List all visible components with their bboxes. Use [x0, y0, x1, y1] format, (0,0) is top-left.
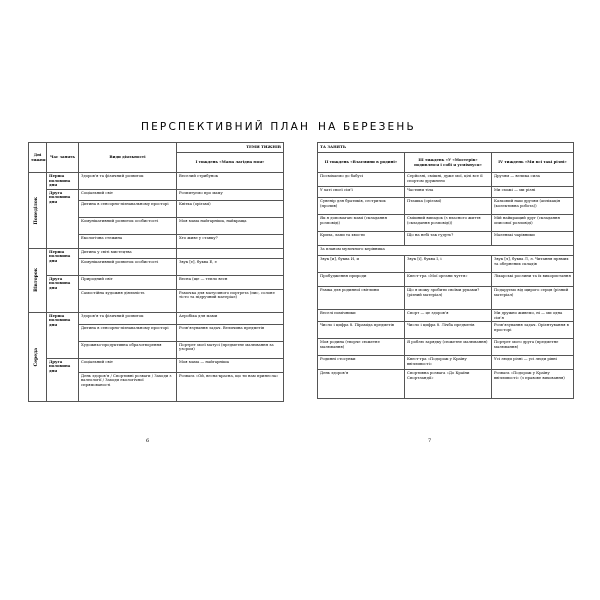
plan-cell: Число і цифра 8. Піраміда предметів [318, 322, 405, 339]
plan-cell: Розв’язування задач. Орієнтування в просторі [492, 322, 574, 339]
page-number-left: 6 [146, 438, 150, 444]
col-time: Час занять [47, 143, 79, 173]
plan-cell: Усі люди різні — усі люди рівні [492, 356, 574, 370]
plan-cell: Мій найкращий друг (складання описової розповіді) [492, 215, 574, 232]
time-cell: Друга половина дня [47, 358, 79, 401]
week1-cell: Хто живе у ставку? [177, 234, 284, 248]
col-kinds: Види діяльності [79, 143, 177, 173]
kind-cell: День здоров’я / Спортивні розваги / Заходи з валеології / Заходи екологічної спрямованості [79, 372, 177, 401]
kind-cell: Комунікативний розвиток особистості [79, 258, 177, 275]
title-right: НА БЕРЕЗЕНЬ [318, 121, 416, 133]
plan-cell: Друзям — велика сила [492, 173, 574, 187]
right-header: ТА ЗАНЯТЬ [318, 143, 574, 153]
week4-header: ІV тиждень «Ми всі такі різні» [492, 153, 574, 173]
plan-cell: Моя родина (творче сюжетне малювання) [318, 339, 405, 356]
kind-cell: Соціальний світ [79, 358, 177, 372]
week1-cell: Портрет моєї матусі (предметне малювання за узором) [177, 341, 284, 358]
plan-cell: Розвага «Подорож у Країну ввічливості» (з правове виховання) [492, 370, 574, 399]
day-cell [29, 248, 47, 312]
plan-cell: Що на небі так гудуть? [405, 232, 492, 246]
kind-cell: Дитина у світі мистецтва [79, 248, 177, 258]
plan-cell: Крила, лапи та хвости [318, 232, 405, 246]
plan-cell: Квест-гра «Мої органи чуття» [405, 273, 492, 287]
col-days: Дні тижня [29, 143, 47, 173]
week1-cell: Розвага «Ой, весна-красна, що ти нам принесла» [177, 372, 284, 401]
right-plan-table [317, 142, 574, 399]
plan-cell: Серйозні, смішні, дуже мої, цілі все її спортом дружнено [405, 173, 492, 187]
week1-cell: Рамочка для матусиного портрета (пис, солоне тісто та підручний матеріал) [177, 289, 284, 312]
day-label: Понеділок [34, 196, 40, 225]
week3-header: ІІІ тиждень «У «Мостерів» подивлюся і собі я усміхнуся» [405, 153, 492, 173]
plan-cell: Пташка (орігамі) [405, 198, 492, 215]
plan-cell: Казковий наш друзям (аплікація (колективна робота)) [492, 198, 574, 215]
time-cell: Друга половина дня [47, 189, 79, 248]
plan-cell: Маленькі чарівники [492, 232, 574, 246]
week1-cell: Моя мама — найгарніша [177, 358, 284, 372]
kind-cell: Дитина в сенсорно-пізнавальному просторі [79, 200, 177, 217]
plan-cell: Подаруємо від щирого серця (різний матеріал) [492, 287, 574, 310]
week1-cell: Аеробіка для мами [177, 312, 284, 324]
kind-cell: Художньо-продуктивна образотворення [79, 341, 177, 358]
day-label: Середа [34, 347, 40, 366]
plan-cell: Звук [і], буква І, і [405, 256, 492, 273]
plan-cell: Я роблю зарядку (сюжетне малювання) [405, 339, 492, 356]
plan-cell: Лікарські рослини та їх використання [492, 273, 574, 287]
day-label: Вівторок [34, 268, 40, 293]
plan-cell: День здоров’я [318, 370, 405, 399]
plan-cell: Звук [л], буква Л, л. Читання прямих та обернених складів [492, 256, 574, 273]
plan-cell: Ми дружно живемо, ні — ми одна сім’я [492, 310, 574, 322]
week1-header: І тиждень «Мама лагідна моя» [177, 153, 284, 173]
week1-cell: Звук [е], буква Е, е [177, 258, 284, 275]
day-cell [29, 173, 47, 249]
left-plan-table [28, 142, 284, 402]
plan-cell: У хаті своєї сім’ї [318, 187, 405, 198]
week1-cell: Розпитуємо про маму [177, 189, 284, 200]
time-cell: Перша половина дня [47, 312, 79, 358]
kind-cell: Комунікативний розвиток особистості [79, 217, 177, 234]
plan-cell: Звук [и], буква И, и [318, 256, 405, 273]
plan-cell: Веселі помічники [318, 310, 405, 322]
kind-cell: Здоров’я та фізичний розвиток [79, 312, 177, 324]
plan-cell: Родинні стосунки [318, 356, 405, 370]
week1-cell: Квітка (орігамі) [177, 200, 284, 217]
plan-cell: Сувенір для братиків, сестричок (пролив) [318, 198, 405, 215]
day-cell [29, 312, 47, 401]
kind-cell: Здоров’я та фізичний розвиток [79, 173, 177, 190]
week1-cell: Весна (ще — тепло весн [177, 275, 284, 289]
kind-cell: Самостійна художня діяльність [79, 289, 177, 312]
week2-header: ІІ тиждень «Взаємини в родині» [318, 153, 405, 173]
week1-cell: Розв’язування задач. Величина предметів [177, 324, 284, 341]
kind-cell: Природний світ [79, 275, 177, 289]
kind-cell: Соціальний світ [79, 189, 177, 200]
kind-cell: Дитина в сенсорно-пізнавальному просторі [79, 324, 177, 341]
week1-cell [177, 248, 284, 258]
time-cell: Перша половина дня [47, 173, 79, 190]
plan-cell: Спортивна розвага «До Країни Спортландії» [405, 370, 492, 399]
plan-cell: Що я можу зробити своїми руками? (різний матеріал) [405, 287, 492, 310]
plan-cell: Рамка для родинної світлини [318, 287, 405, 310]
plan-cell: Смішний випадок (з власного життя (складання розповіді)) [405, 215, 492, 232]
page-number-right: 7 [428, 438, 432, 444]
plan-cell: Посміхаємо до бабусі [318, 173, 405, 187]
plan-cell: Пробудження природи [318, 273, 405, 287]
plan-cell: Як я допомагаю мамі (складання розповіді) [318, 215, 405, 232]
time-cell: Друга половина дня [47, 275, 79, 312]
plan-cell: Квест-гра «Подорож у Країну ввічливості» [405, 356, 492, 370]
week1-cell: Моя мама найгарніша, найкраща [177, 217, 284, 234]
plan-cell: Портрет мого друга (предметне малювання) [492, 339, 574, 356]
plan-cell: Число і цифра 8. Лічба предметів [405, 322, 492, 339]
plan-cell: Частини тіла [405, 187, 492, 198]
themes-header: ТЕМИ ТИЖНІВ [177, 143, 284, 153]
time-cell: Перша половина дня [47, 248, 79, 275]
plan-cell: Спорт — це здоров’я [405, 310, 492, 322]
title-left: ПЕРСПЕКТИВНИЙ ПЛАН [141, 121, 311, 133]
music-note: За планом музичного керівника [318, 246, 574, 256]
week1-cell: Веселий стрибунок [177, 173, 284, 190]
plan-cell: Ми схожі — ми різні [492, 187, 574, 198]
kind-cell: Екологічна стежина [79, 234, 177, 248]
